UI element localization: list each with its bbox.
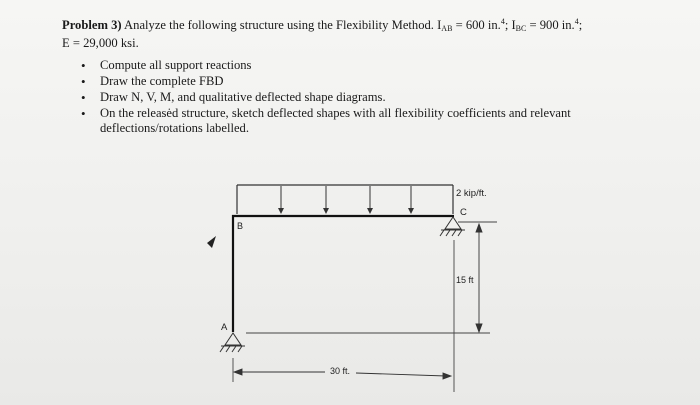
iab-exponent: 4	[500, 17, 505, 26]
statement-end: ;	[578, 18, 583, 32]
height-dimension	[476, 224, 482, 332]
pin-support-c	[440, 217, 465, 236]
node-b-label: B	[237, 221, 244, 231]
span-label: 30 ft.	[330, 366, 351, 376]
distributed-load	[237, 185, 453, 214]
separator: ; I	[504, 18, 516, 32]
ibc-exponent: 4	[574, 17, 579, 26]
problem-intro: Analyze the following structure using the Flexibility Method. I	[124, 18, 442, 32]
node-a-label: A	[221, 322, 228, 333]
iab-subscript: AB	[441, 24, 453, 33]
height-label: 15 ft	[456, 275, 474, 285]
iab-value: = 600 in.	[452, 18, 501, 32]
modulus-text: E = 29,000 ksi.	[62, 36, 139, 50]
dimension-extension-lines	[233, 222, 497, 392]
ibc-subscript: BC	[515, 24, 527, 33]
pin-support-a	[220, 333, 245, 352]
load-label: 2 kip/ft.	[456, 188, 487, 199]
ibc-value: = 900 in.	[526, 18, 575, 32]
node-c-label: C	[460, 207, 467, 218]
problem-label: Problem 3)	[62, 18, 122, 32]
stray-arrow-mark	[207, 236, 216, 248]
task-item: • Draw the complete FBD	[70, 74, 630, 89]
task-item: • Draw N, V, M, and qualitative deflected shape diagrams.	[70, 90, 630, 105]
task-item: • Compute all support reactions	[70, 58, 630, 73]
task-item: • On the releasėd structure, sketch deflected shapes with all flexibility coefficients and relevant deflections/rotations labelled.	[70, 106, 630, 136]
